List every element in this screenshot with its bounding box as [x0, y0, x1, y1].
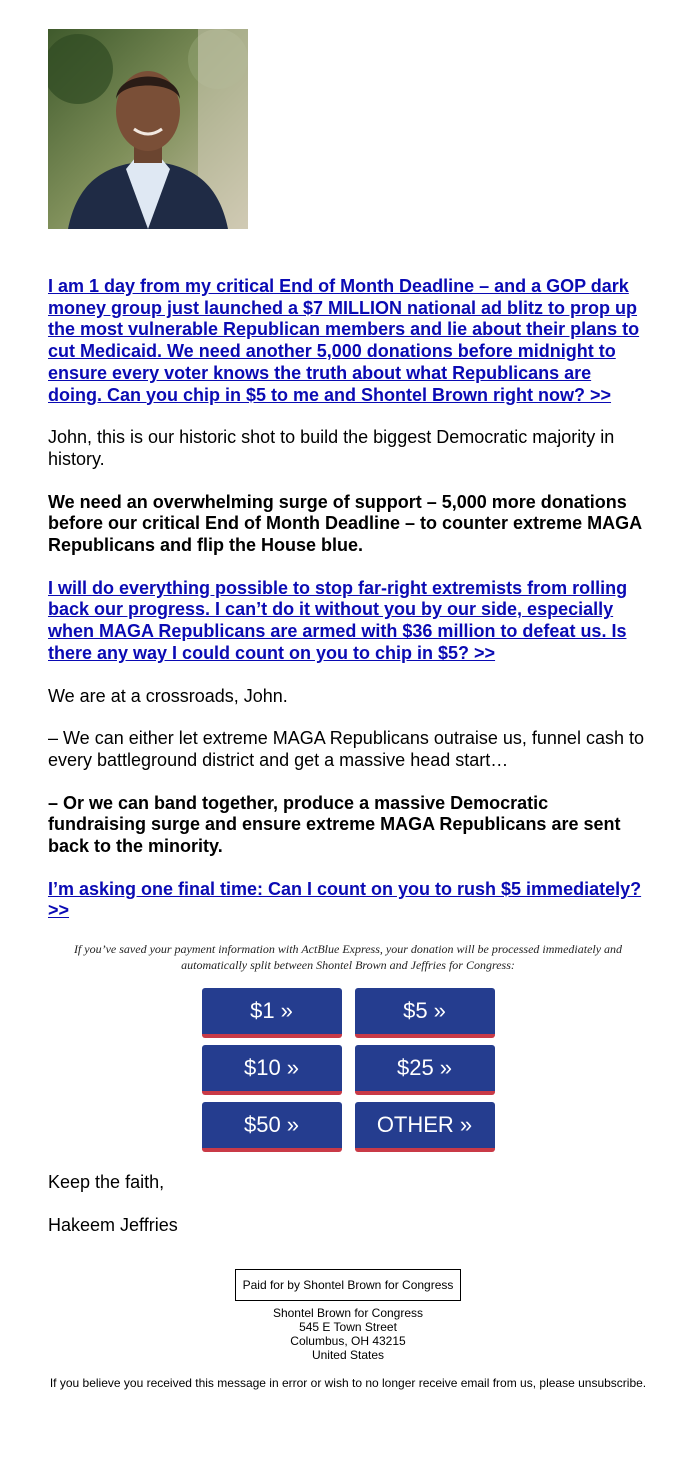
footer-city: Columbus, OH 43215 — [290, 1333, 406, 1348]
paragraph-3: We need an overwhelming surge of support – 5,000 more donations before our critical End of Month Deadline – to counter extreme MAGA Republicans and flip the House blue. — [48, 491, 642, 556]
portrait-photo — [48, 29, 248, 229]
donate-10-button[interactable]: $10 » — [202, 1045, 342, 1095]
donate-25-button[interactable]: $25 » — [355, 1045, 495, 1095]
donate-link-1[interactable]: I am 1 day from my critical End of Month Deadline – and a GOP dark money group just launched a $7 MILLION national ad blitz to prop up the most vulnerable Republican members and lie about their plans to cut Medicaid. We need another 5,000 donations before midnight to ensure every voter knows the truth about what Republicans are doing. Can you chip in $5 to me and Shontel Brown right now? >> — [48, 276, 640, 405]
email-content — [48, 29, 648, 1390]
paragraph-appeal-link — [48, 276, 648, 406]
paragraph-5: We are at a crossroads, John. — [48, 685, 288, 706]
paragraph-8 — [48, 879, 648, 922]
donate-5-button[interactable]: $5 » — [355, 988, 495, 1038]
footer-street: 545 E Town Street — [299, 1319, 397, 1334]
actblue-note: If you’ve saved your payment information with ActBlue Express, your donation will be processed immediately and automatically split between Shontel Brown and Jeffries for Congress: — [73, 942, 623, 973]
donate-50-button[interactable]: $50 » — [202, 1102, 342, 1152]
donate-other-button[interactable]: OTHER » — [355, 1102, 495, 1152]
donate-link-3[interactable]: I’m asking one final time: Can I count on you to rush $5 immediately? >> — [48, 878, 642, 921]
donate-button-grid — [48, 988, 648, 1152]
signoff-name: Hakeem Jeffries — [48, 1214, 178, 1235]
footer — [48, 1269, 648, 1390]
paid-for-box: Paid for by Shontel Brown for Congress — [235, 1269, 462, 1301]
footer-country: United States — [311, 1347, 385, 1362]
donate-1-button[interactable]: $1 » — [202, 988, 342, 1038]
footer-org: Shontel Brown for Congress — [272, 1305, 424, 1320]
unsubscribe-text[interactable]: If you believe you received this message in error or wish to no longer receive email from us, please unsubscribe. — [49, 1375, 647, 1390]
paragraph-4 — [48, 578, 648, 665]
donate-link-2[interactable]: I will do everything possible to stop far-right extremists from rolling back our progress. I can’t do it without you by our side, especially when MAGA Republicans are armed with $36 million to defeat us. Is there any way I could count on you to chip in $5? >> — [48, 577, 628, 663]
paragraph-6: – We can either let extreme MAGA Republicans outraise us, funnel cash to every battleground district and get a massive head start… — [48, 728, 644, 770]
paragraph-2: John, this is our historic shot to build the biggest Democratic majority in history. — [48, 427, 615, 469]
signoff-closing: Keep the faith, — [48, 1172, 165, 1193]
paragraph-7: – Or we can band together, produce a massive Democratic fundraising surge and ensure extreme MAGA Republicans are sent back to the minority. — [48, 792, 621, 857]
